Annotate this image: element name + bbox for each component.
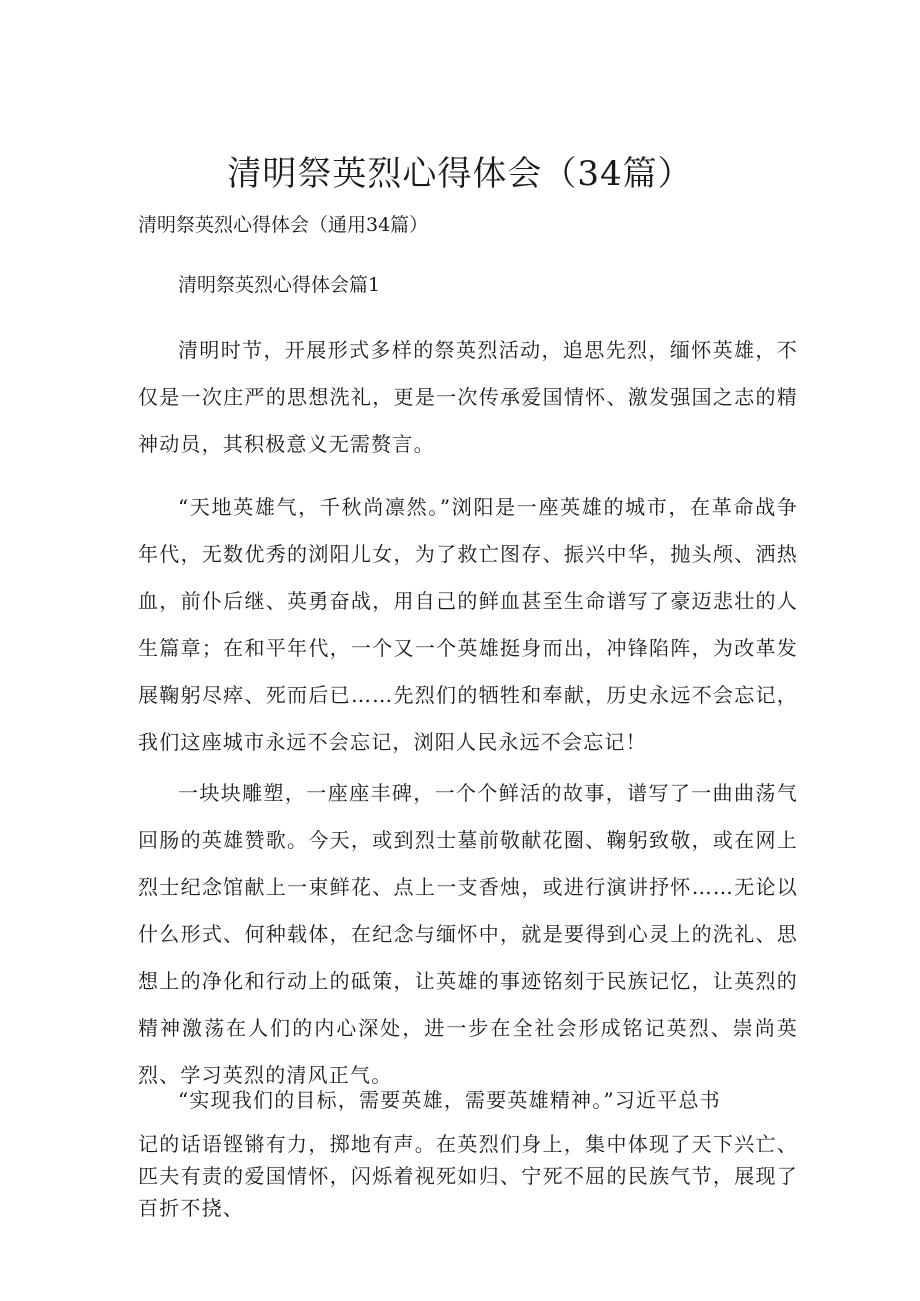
paragraph-2: “天地英雄气，千秋尚凛然。”浏阳是一座英雄的城市，在革命战争年代，无数优秀的浏阳儿女，为了救亡图存、振兴中华，抛头颅、洒热血，前仆后继、英勇奋战，用自己的鲜血甚至生命谱写了豪迈悲壮的人生篇章；在和平年代，一个又一个英雄挺身而出，冲锋陷阵，为改革发展鞠躬尽瘁、死而后已……先烈们的牺牲和奉献，历史永远不会忘记，我们这座城市永远不会忘记，浏阳人民永远不会忘记！ <box>138 495 798 754</box>
document-subtitle: 清明祭英烈心得体会（通用34篇） <box>138 214 429 236</box>
paragraph-4: “实现我们的目标，需要英雄，需要英雄精神。”习近平总书 <box>178 1088 721 1112</box>
paragraph-1: 清明时节，开展形式多样的祭英烈活动，追思先烈，缅怀英雄，不仅是一次庄严的思想洗礼，更是一次传承爱国情怀、激发强国之志的精神动员，其积极意义无需赘言。 <box>138 338 798 456</box>
section-heading: 清明祭英烈心得体会篇1 <box>178 274 381 296</box>
paragraph-5: 记的话语铿锵有力，掷地有声。在英烈们身上，集中体现了天下兴亡、匹夫有责的爱国情怀，闪烁着视死如归、宁死不屈的民族气节，展现了百折不挠、 <box>138 1132 798 1220</box>
paragraph-3: 一块块雕塑，一座座丰碑，一个个鲜活的故事，谱写了一曲曲荡气回肠的英雄赞歌。今天，或到烈士墓前敬献花圈、鞠躬致敬，或在网上烈士纪念馆献上一束鲜花、点上一支香烛，或进行演讲抒怀……无论以什么形式、何种载体，在纪念与缅怀中，就是要得到心灵上的洗礼、思想上的净化和行动上的砥策，让英雄的事迹铭刻于民族记忆，让英烈的精神激荡在人们的内心深处，进一步在全社会形成铭记英烈、崇尚英烈、学习英烈的清风正气。 <box>138 781 798 1087</box>
document-title: 清明祭英烈心得体会（34篇） <box>227 154 693 194</box>
